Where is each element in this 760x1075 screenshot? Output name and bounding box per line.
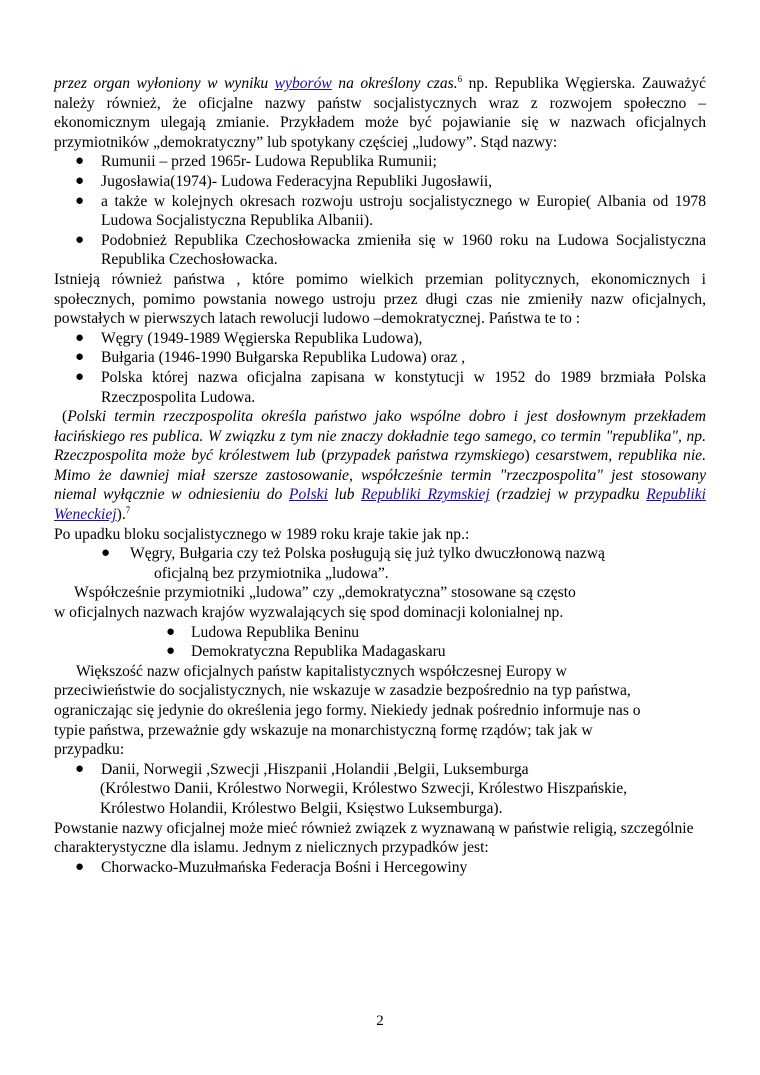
bullet-icon: ● [166,643,176,660]
list-item [54,623,706,643]
italic-text: przez organ wyłoniony w wyniku [54,75,275,92]
bullet-icon: ● [75,760,85,777]
list-item-text: Bułgaria (1946-1990 Bułgarska Republika Ludowa) oraz , [101,349,466,367]
list-item-text: a także w kolejnych okresach rozwoju ustroju socjalistycznego w Europie( Albania od 1978 Ludowa Socjalistyczna Republika Albanii). [101,192,706,230]
bullet-icon: ● [75,172,85,189]
link-wyborow[interactable]: wyborów [274,75,332,92]
list-item [54,172,706,192]
list-item [54,858,706,878]
list-monarchies [54,760,706,780]
list-item [54,348,706,368]
list-item [54,760,706,780]
italic-text: lub [327,486,362,504]
list-item [54,642,706,662]
bullet-icon: ● [75,349,85,366]
footnote-ref-7: 7 [125,505,131,516]
list-item [54,192,706,231]
italic-text: cesarstwem, republika nie. Mimo że dawniej miał szersze zastosowanie, współcześnie termin "rzeczpospolita" jest stosowany niemal wyłącznie w odniesieniu do [54,447,706,504]
italic-text: (rzadziej w przypadku [489,486,647,504]
bullet-icon: ● [101,545,111,562]
link-republiki-rzymskiej[interactable]: Republiki Rzymskiej [361,486,490,504]
list-item-text: Chorwacko-Muzułmańska Federacja Bośni i Hercegowiny [101,858,468,876]
paragraph-capitalist-states: Większość nazw oficjalnych państw kapitalistycznych współczesnej Europy w przeciwieństwie do socjalistycznych, nie wskazuje w zasadzie bezpośrednio na typ państwa, ograniczając się jedynie do określenia jego formy. Niekiedy jednak pośrednio informuje nas o typie państwa, przeważnie gdy wskazuje na monarchistyczną formę rządów; tak jak w przypadku: [54,662,641,759]
list-item-text: Ludowa Republika Beninu [191,623,360,641]
list-unchanged-states [54,329,706,407]
paragraph-religion: Powstanie nazwy oficjalnej może mieć również związek z wyznawaną w państwie religią, szczególnie charakterystyczne dla islamu. Jednym z nielicznych przypadków jest: [54,819,694,857]
bullet-icon: ● [75,231,85,248]
list-item-text: Polska której nazwa oficjalna zapisana w konstytucji w 1952 do 1989 brzmiała Polska Rzeczpospolita Ludowa. [101,368,706,406]
list-item-continuation: oficjalną bez przymiotnika „ludowa”. [154,564,389,582]
page-number: 2 [376,1013,384,1029]
bullet-icon: ● [75,368,85,385]
link-polski[interactable]: Polski [288,486,328,504]
list-item-text: Węgry, Bułgaria czy też Polska posługują się już tylko dwuczłonową nazwą [130,545,605,563]
paragraph-text: np. Republika Węgierska. Zauważyć należy również, że oficjalne nazwy państw socjalistycznych wraz z rozwojem społeczno –ekonomicznym ulegają zmianie. Przykładem może być pojawianie się w nazwach oficjalnych przymiotników „demokratyczny” lub spotykany częściej „ludowy”. Stąd nazwy: [54,75,706,151]
italic-text: na określony czas. [331,75,458,92]
list-item [54,231,706,270]
link-republiki-weneckiej[interactable]: Republiki Weneckiej [54,486,706,524]
paragraph-rzeczpospolita-note [54,407,706,525]
paragraph-1 [54,74,706,152]
paragraph-after-1989: Po upadku bloku socjalistycznego w 1989 roku kraje takie jak np.: [54,525,470,543]
list-item [54,544,706,564]
paren: ). [116,506,126,524]
list-post-1989 [54,544,706,564]
paragraph-2: Istnieją również państwa , które pomimo wielkich przemian politycznych, ekonomicznych i społecznych, pomimo powstania nowego ustroju przez długi czas nie zmieniły nazw oficjalnych, powstałych w pierwszych latach rewolucji ludowo –demokratycznej. Państwa te to : [54,270,706,328]
list-item-continuation: (Królestwo Danii, Królestwo Norwegii, Królestwo Szwecji, Królestwo Hiszpańskie, Królestwo Holandii, Królestwo Belgii, Księstwo Luksemburga). [100,780,628,817]
list-item-text: Jugosławia(1974)- Ludowa Federacyjna Republiki Jugosławii, [101,172,493,190]
list-item [54,152,706,172]
bullet-icon: ● [166,623,176,640]
bullet-icon: ● [75,192,85,209]
list-item [54,368,706,407]
list-socialist-names [54,152,706,270]
list-item-text: Węgry (1949-1989 Węgierska Republika Ludowa), [101,329,423,347]
paren: ( [321,447,327,465]
list-item-text: Podobnież Republika Czechosłowacka zmieniła się w 1960 roku na Ludowa Socjalistyczna Republika Czechosłowacka. [101,231,706,269]
list-religion [54,858,706,878]
list-item-text: Demokratyczna Republika Madagaskaru [191,643,446,661]
paren: ( [62,408,68,426]
paragraph-5-line-2: w oficjalnych nazwach krajów wyzwalających się spod dominacji kolonialnej np. [54,604,564,622]
list-item-text: Danii, Norwegii ,Szwecji ,Hiszpanii ,Holandii ,Belgii, Luksemburga [101,760,529,778]
paragraph-5-line-1: Współcześnie przymiotniki „ludowa” czy „demokratyczna” stosowane są często [74,584,576,602]
list-colonial [54,623,706,662]
paren: ) [524,447,530,465]
list-item [54,329,706,349]
bullet-icon: ● [75,153,85,170]
bullet-icon: ● [75,858,85,875]
document-page [54,74,706,877]
list-item-text: Rumunii – przed 1965r- Ludowa Republika Rumunii; [101,153,437,171]
bullet-icon: ● [75,329,85,346]
italic-text: Polski termin rzeczpospolita określa państwo jako wspólne dobro i jest dosłownym przekładem łacińskiego res publica. W związku z tym nie znaczy dokładnie tego samego, co termin "republika", np. Rzeczpospolita może być królestwem lub [54,408,706,465]
italic-text: przypadek państwa rzymskiego [326,447,525,465]
footnote-ref-6: 6 [457,74,463,84]
